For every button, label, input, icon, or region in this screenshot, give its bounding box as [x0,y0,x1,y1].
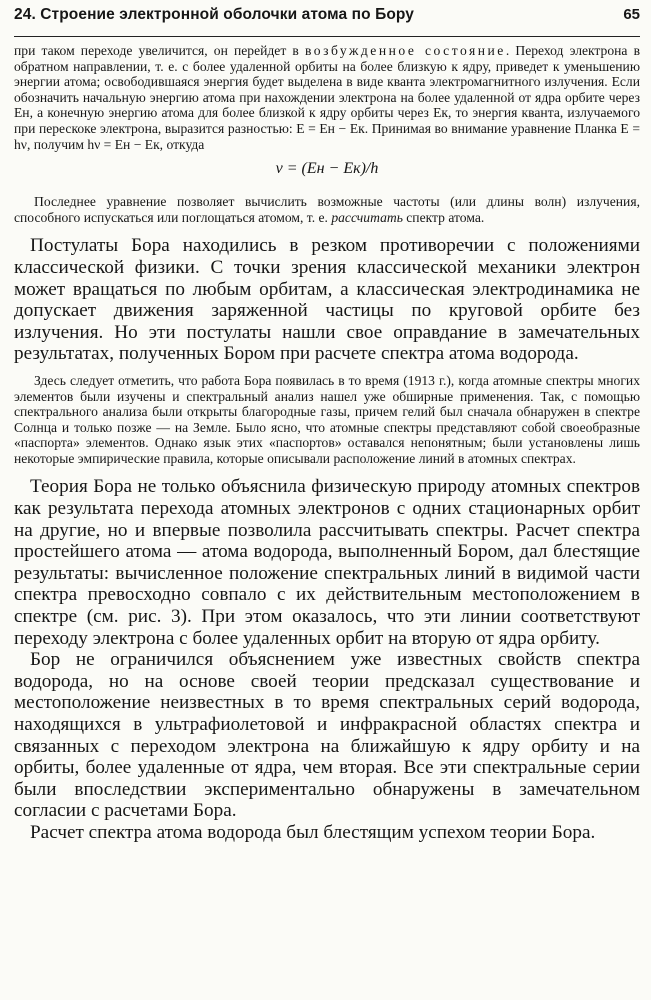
paragraph-bohr-theory: Теория Бора не только объяснила физическую природу атомных спектров как результата перехода атомных электронов с одних стационарных орбит на другие, но и впервые позволила рассчитывать спектры. Расчет спектра простейшего атома — атома водорода, выполненный Бором, дал блестящие результаты: вычисленное положение спектральных линий в видимой части спектра превосходно совпало с их действительным местоположением в спектре (см. рис. 3). При этом оказалось, что эти линии соответствуют переходу электрона с более удаленных орбит на вторую от ядра орбиту. [14,476,640,649]
paragraph-postulates: Постулаты Бора находились в резком противоречии с положениями классической физики. С точки зрения классической механики электрон может вращаться по любым орбитам, а классическая электродинамика не допускает движения заряженной частицы по круговой орбите без излучения. Но эти постулаты нашли свое оправдание в замечательных результатах, полученных Бором при расчете спектра атома водорода. [14,235,640,365]
frequency-formula: ν = (Eн − Eк)/h [275,160,379,178]
header-rule [14,36,640,37]
text-run: Последнее уравнение позволяет вычислить возможные частоты (или длины волн) излучения, способного испускаться или поглощаться атомом, т. е. [14,194,640,225]
spaced-term: возбужденное состояние [304,43,506,58]
italic-term: рассчитать [331,209,403,225]
text-run: при таком переходе увеличится, он перейдет в [14,43,305,58]
paragraph-frequency-note [14,194,640,225]
paragraph-energy-transition [14,43,640,152]
paragraph-historical-note: Здесь следует отметить, что работа Бора появилась в то время (1913 г.), когда атомные спектры многих элементов были изучены и спектральный анализ нашел уже обширные применения. Так, с помощью спектрального анализа были открыты благородные газы, причем гелий был сначала обнаружен в спектре Солнца и только позже — на Земле. Было ясно, что атомные спектры представляют собой своеобразные «паспорта» элементов. Однако язык этих «паспортов» оставался непонятным; были установлены лишь некоторые эмпирические правила, которые описывали расположение линий в атомных спектрах. [14,372,640,466]
page-number: 65 [623,6,640,23]
paragraph-spectral-series: Бор не ограничился объяснением уже известных свойств спектра водорода, но на основе своей теории предсказал существование и местоположение неизвестных в то время спектральных серий водорода, находящихся в ультрафиолетовой и инфракрасной областях спектра и связанных с переходом электрона на ближайшую к ядру орбиту и на орбиты, более удаленные от ядра, чем вторая. Все эти спектральные серии были впоследствии экспериментально обнаружены в замечательном согласии с расчетами Бора. [14,649,640,822]
paragraph-conclusion: Расчет спектра атома водорода был блестящим успехом теории Бора. [30,821,596,843]
text-run: спектр атома. [402,209,485,225]
page-header [14,6,640,28]
book-page [14,6,640,844]
text-run: . Переход электрона в обратном направлении, т. е. с более удаленной орбиты на более близкую к ядру, приведет к уменьшению энергии атома; освободившаяся энергия будет выделена в виде кванта электромагнитного излучения. Если обозначить начальную энергию атома при нахождении электрона на более удаленной от ядра орбите через Eн, а конечную энергию атома для более близкой к ядру орбиты через Eк, то энергия кванта, излучаемого при перескоке электрона, выразится разностью: E = Eн − Eк. Принимая во внимание уравнение Планка E = hν, получим hν = Eн − Eк, откуда [14,43,640,152]
running-title: 24. Строение электронной оболочки атома по Бору [14,6,414,23]
